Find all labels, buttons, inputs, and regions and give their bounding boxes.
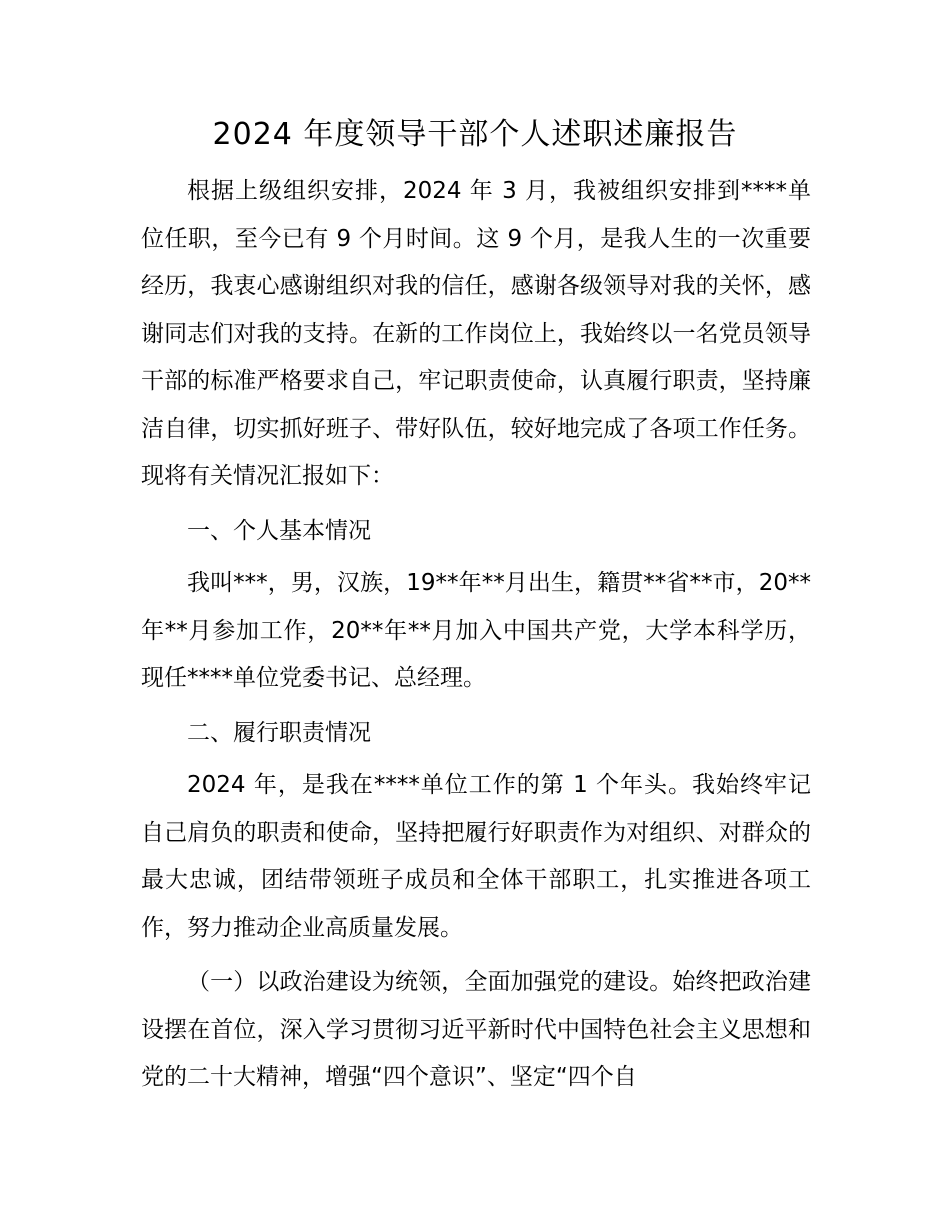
- document-body: [141, 168, 811, 1109]
- political-building-paragraph: （一）以政治建设为统领，全面加强党的建设。始终把政治建设摆在首位，深入学习贯彻习近平新时代中国特色社会主义思想和党的二十大精神，增强“四个意识”、坚定“四个自: [141, 969, 811, 1090]
- section-heading-basic-info: 一、个人基本情况: [187, 517, 371, 544]
- section-heading-duties: 二、履行职责情况: [187, 719, 371, 746]
- intro-paragraph: 根据上级组织安排，2024 年 3 月，我被组织安排到****单位任职，至今已有 9 个月时间。这 9 个月，是我人生的一次重要经历，我衷心感谢组织对我的信任，感谢各级领导对我的关怀，感谢同志们对我的支持。在新的工作岗位上，我始终以一名党员领导干部的标准严格要求自己，牢记职责使命，认真履行职责，坚持廉洁自律，切实抓好班子、带好队伍，较好地完成了各项工作任务。现将有关情况汇报如下：: [141, 178, 811, 489]
- duties-paragraph: 2024 年，是我在****单位工作的第 1 个年头。我始终牢记自己肩负的职责和使命，坚持把履行好职责作为对组织、对群众的最大忠诚，团结带领班子成员和全体干部职工，扎实推进各项工作，努力推动企业高质量发展。: [141, 772, 811, 941]
- document-title: 2024 年度领导干部个人述职述廉报告: [212, 117, 738, 152]
- basic-info-paragraph: 我叫***，男，汉族，19**年**月出生，籍贯**省**市，20**年**月参加工作，20**年**月加入中国共产党，大学本科学历，现任****单位党委书记、总经理。: [141, 570, 811, 691]
